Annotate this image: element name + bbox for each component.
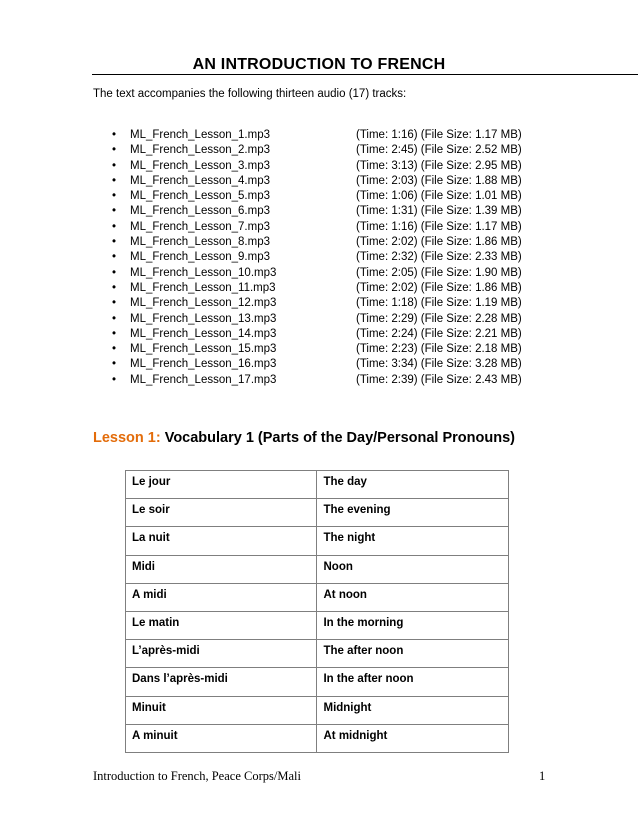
track-filename: ML_French_Lesson_13.mp3 [130, 312, 277, 325]
track-info: (Time: 2:45) (File Size: 2.52 MB) [356, 144, 522, 157]
bullet-icon: • [112, 373, 117, 386]
track-filename: ML_French_Lesson_14.mp3 [130, 327, 277, 340]
table-row [126, 555, 509, 583]
track-filename: ML_French_Lesson_11.mp3 [130, 281, 276, 294]
lesson-heading [93, 430, 515, 446]
page-number: 1 [539, 769, 546, 783]
track-info: (Time: 2:02) (File Size: 1.86 MB) [356, 281, 522, 294]
bullet-icon: • [112, 312, 117, 325]
french-term: A minuit [126, 724, 317, 752]
vocabulary-table [125, 470, 509, 753]
bullet-icon: • [112, 174, 117, 187]
table-row [126, 640, 509, 668]
english-term: At midnight [317, 724, 509, 752]
bullet-icon: • [112, 297, 117, 310]
track-filename: ML_French_Lesson_2.mp3 [130, 144, 270, 157]
table-row [126, 611, 509, 639]
french-term: Dans l’après-midi [126, 668, 317, 696]
track-info: (Time: 2:29) (File Size: 2.28 MB) [356, 312, 522, 325]
table-row [126, 583, 509, 611]
track-filename: ML_French_Lesson_10.mp3 [130, 266, 277, 279]
french-term: L’après-midi [126, 640, 317, 668]
english-term: The evening [317, 499, 509, 527]
title-underline [92, 74, 638, 75]
track-info: (Time: 3:34) (File Size: 3.28 MB) [356, 358, 522, 371]
bullet-icon: • [112, 266, 117, 279]
bullet-icon: • [112, 281, 117, 294]
english-term: Noon [317, 555, 509, 583]
bullet-icon: • [112, 159, 117, 172]
track-filename: ML_French_Lesson_3.mp3 [130, 159, 270, 172]
table-row [126, 696, 509, 724]
french-term: Le matin [126, 611, 317, 639]
bullet-icon: • [112, 251, 117, 264]
track-info: (Time: 2:02) (File Size: 1.86 MB) [356, 236, 522, 249]
bullet-icon: • [112, 220, 117, 233]
english-term: The day [317, 471, 509, 499]
track-info: (Time: 2:24) (File Size: 2.21 MB) [356, 327, 522, 340]
bullet-icon: • [112, 327, 117, 340]
track-filename: ML_French_Lesson_12.mp3 [130, 297, 277, 310]
track-info: (Time: 2:03) (File Size: 1.88 MB) [356, 174, 522, 187]
table-row [126, 471, 509, 499]
track-info: (Time: 1:31) (File Size: 1.39 MB) [356, 205, 522, 218]
bullet-icon: • [112, 236, 117, 249]
english-term: Midnight [317, 696, 509, 724]
track-filename: ML_French_Lesson_16.mp3 [130, 358, 277, 371]
track-info: (Time: 2:05) (File Size: 1.90 MB) [356, 266, 522, 279]
table-row [126, 499, 509, 527]
table-row [126, 527, 509, 555]
french-term: Midi [126, 555, 317, 583]
track-filename: ML_French_Lesson_7.mp3 [130, 220, 270, 233]
track-info: (Time: 2:23) (File Size: 2.18 MB) [356, 343, 522, 356]
track-filename: ML_French_Lesson_1.mp3 [130, 129, 270, 141]
track-filename: ML_French_Lesson_15.mp3 [130, 343, 277, 356]
bullet-icon: • [112, 205, 117, 218]
english-term: The after noon [317, 640, 509, 668]
track-info: (Time: 1:06) (File Size: 1.01 MB) [356, 190, 522, 203]
lesson-number: Lesson 1: [93, 430, 161, 446]
french-term: Le jour [126, 471, 317, 499]
english-term: At noon [317, 583, 509, 611]
english-term: In the after noon [317, 668, 509, 696]
english-term: In the morning [317, 611, 509, 639]
table-row [126, 668, 509, 696]
track-info: (Time: 2:39) (File Size: 2.43 MB) [356, 373, 522, 386]
track-info: (Time: 1:16) (File Size: 1.17 MB) [356, 129, 522, 141]
track-filename: ML_French_Lesson_8.mp3 [130, 236, 270, 249]
intro-text: The text accompanies the following thirteen audio (17) tracks: [93, 88, 407, 100]
bullet-icon: • [112, 343, 117, 356]
french-term: A midi [126, 583, 317, 611]
bullet-icon: • [112, 358, 117, 371]
track-info: (Time: 2:32) (File Size: 2.33 MB) [356, 251, 522, 264]
footer-text: Introduction to French, Peace Corps/Mali [93, 769, 301, 783]
french-term: Le soir [126, 499, 317, 527]
lesson-title: Vocabulary 1 (Parts of the Day/Personal Pronouns) [164, 430, 515, 446]
track-filename: ML_French_Lesson_17.mp3 [130, 373, 277, 386]
bullet-icon: • [112, 190, 117, 203]
track-info: (Time: 3:13) (File Size: 2.95 MB) [356, 159, 522, 172]
english-term: The night [317, 527, 509, 555]
bullet-icon: • [112, 144, 117, 157]
track-filename: ML_French_Lesson_9.mp3 [130, 251, 270, 264]
french-term: La nuit [126, 527, 317, 555]
track-filename: ML_French_Lesson_6.mp3 [130, 205, 270, 218]
document-title: AN INTRODUCTION TO FRENCH [192, 56, 446, 73]
table-row [126, 724, 509, 752]
track-filename: ML_French_Lesson_5.mp3 [130, 190, 270, 203]
track-info: (Time: 1:16) (File Size: 1.17 MB) [356, 220, 522, 233]
french-term: Minuit [126, 696, 317, 724]
track-info: (Time: 1:18) (File Size: 1.19 MB) [356, 297, 522, 310]
bullet-icon: • [112, 129, 117, 141]
track-filename: ML_French_Lesson_4.mp3 [130, 174, 270, 187]
